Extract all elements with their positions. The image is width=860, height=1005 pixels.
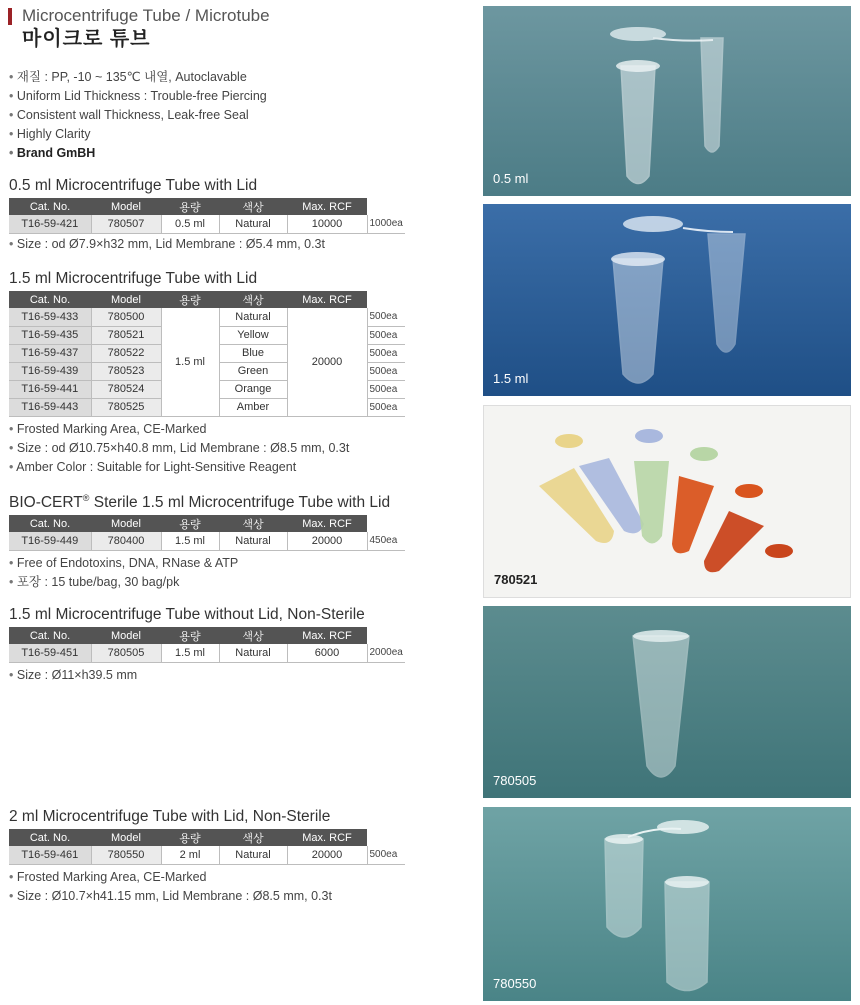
cell-vol: 1.5 ml — [161, 308, 219, 416]
cell-qty: 450ea — [367, 532, 405, 550]
cell-color: Amber — [219, 398, 287, 416]
cell-vol: 0.5 ml — [161, 215, 219, 233]
col-header: Model — [91, 515, 161, 532]
feature-item: • Highly Clarity — [9, 125, 267, 144]
cell-color: Orange — [219, 380, 287, 398]
cell-model: 780525 — [91, 398, 161, 416]
section-title: 0.5 ml Microcentrifuge Tube with Lid — [9, 177, 258, 194]
cell-color: Natural — [219, 215, 287, 233]
note-item: • 포장 : 15 tube/bag, 30 bag/pk — [9, 573, 449, 592]
cell-cat: T16-59-435 — [9, 326, 91, 344]
tube-illustration — [483, 606, 851, 798]
cell-qty: 500ea — [367, 846, 405, 864]
table-row — [9, 308, 405, 326]
col-header: Cat. No. — [9, 198, 91, 215]
page-title-ko: 마이크로 튜브 — [22, 28, 151, 50]
page-header — [8, 6, 468, 52]
table-row — [9, 215, 405, 233]
cell-cat: T16-59-449 — [9, 532, 91, 550]
photo-780505 — [483, 606, 851, 798]
cell-model: 780507 — [91, 215, 161, 233]
note-item: • Amber Color : Suitable for Light-Sensitive Reagent — [9, 458, 449, 477]
cell-color: Green — [219, 362, 287, 380]
feature-list — [9, 68, 267, 163]
photo-caption: 780550 — [493, 976, 537, 991]
table-row — [9, 644, 405, 662]
cell-model: 780505 — [91, 644, 161, 662]
tube-illustration — [483, 204, 851, 396]
section-biocert — [9, 488, 449, 592]
col-header: Max. RCF — [287, 291, 367, 308]
cell-rcf: 20000 — [287, 308, 367, 416]
col-header: Model — [91, 198, 161, 215]
title-suffix: Sterile 1.5 ml Microcentrifuge Tube with Lid — [89, 494, 391, 512]
cell-qty: 1000ea — [367, 215, 405, 233]
cell-cat: T16-59-441 — [9, 380, 91, 398]
cell-qty: 500ea — [367, 380, 405, 398]
col-header: 용량 — [161, 198, 219, 215]
cell-cat: T16-59-433 — [9, 308, 91, 326]
table-header-row — [9, 198, 405, 215]
cell-color: Natural — [219, 846, 287, 864]
table-header-row — [9, 829, 405, 846]
cell-color: Natural — [219, 644, 287, 662]
section-05ml — [9, 176, 449, 254]
note-item: • Size : Ø10.7×h41.15 mm, Lid Membrane : Ø8.5 mm, 0.3t — [9, 887, 449, 906]
tube-illustration — [483, 6, 851, 196]
photo-05ml — [483, 6, 851, 196]
col-header: Cat. No. — [9, 291, 91, 308]
notes-list — [9, 554, 449, 592]
cell-rcf: 20000 — [287, 532, 367, 550]
col-header: Max. RCF — [287, 627, 367, 644]
cell-color: Natural — [219, 308, 287, 326]
brand-item: • Brand GmBH — [9, 144, 267, 163]
table-header-row — [9, 291, 405, 308]
spec-table — [9, 627, 405, 663]
note-item: • Size : Ø11×h39.5 mm — [9, 666, 449, 685]
cell-qty: 500ea — [367, 326, 405, 344]
note-item: • Frosted Marking Area, CE-Marked — [9, 420, 449, 439]
col-header: 색상 — [219, 291, 287, 308]
cell-color: Blue — [219, 344, 287, 362]
section-15ml — [9, 269, 449, 477]
notes-list — [9, 666, 449, 685]
photo-caption: 780505 — [493, 773, 537, 788]
cell-cat: T16-59-451 — [9, 644, 91, 662]
col-header: Cat. No. — [9, 627, 91, 644]
cell-cat: T16-59-461 — [9, 846, 91, 864]
spec-table — [9, 829, 405, 865]
photo-colored-tubes — [483, 405, 851, 598]
col-header: 용량 — [161, 515, 219, 532]
page-title-en: Microcentrifuge Tube / Microtube — [22, 6, 270, 25]
notes-list — [9, 868, 449, 906]
col-header: 색상 — [219, 627, 287, 644]
section-title: 1.5 ml Microcentrifuge Tube without Lid, Non-Sterile — [9, 606, 365, 623]
spec-table — [9, 291, 405, 417]
spec-table — [9, 515, 405, 551]
note-item: • Size : od Ø10.75×h40.8 mm, Lid Membrane : Ø8.5 mm, 0.3t — [9, 439, 449, 458]
title-prefix: BIO-CERT — [9, 494, 83, 512]
cell-model: 780524 — [91, 380, 161, 398]
table-header-row — [9, 627, 405, 644]
feature-item: • Consistent wall Thickness, Leak-free Seal — [9, 106, 267, 125]
photo-caption: 0.5 ml — [493, 171, 529, 186]
col-header: Cat. No. — [9, 515, 91, 532]
col-header: Max. RCF — [287, 829, 367, 846]
notes-list — [9, 235, 449, 254]
col-header: 용량 — [161, 627, 219, 644]
note-item: • Free of Endotoxins, DNA, RNase & ATP — [9, 554, 449, 573]
section-title — [9, 488, 449, 513]
cell-cat: T16-59-421 — [9, 215, 91, 233]
cell-model: 780521 — [91, 326, 161, 344]
cell-rcf: 6000 — [287, 644, 367, 662]
cell-cat: T16-59-437 — [9, 344, 91, 362]
cell-rcf: 20000 — [287, 846, 367, 864]
feature-item: • 재질 : PP, -10 ~ 135℃ 내열, Autoclavable — [9, 68, 267, 87]
colored-tubes-illustration — [484, 406, 851, 598]
feature-item: • Uniform Lid Thickness : Trouble-free Piercing — [9, 87, 267, 106]
cell-cat: T16-59-443 — [9, 398, 91, 416]
col-header: Cat. No. — [9, 829, 91, 846]
col-header: Max. RCF — [287, 515, 367, 532]
cell-color: Natural — [219, 532, 287, 550]
col-header: Max. RCF — [287, 198, 367, 215]
table-row — [9, 532, 405, 550]
cell-color: Yellow — [219, 326, 287, 344]
cell-model: 780400 — [91, 532, 161, 550]
cell-model: 780522 — [91, 344, 161, 362]
col-header: 색상 — [219, 829, 287, 846]
cell-vol: 1.5 ml — [161, 644, 219, 662]
col-header: 용량 — [161, 829, 219, 846]
cell-qty: 500ea — [367, 398, 405, 416]
photo-caption: 1.5 ml — [493, 371, 529, 386]
note-item: • Frosted Marking Area, CE-Marked — [9, 868, 449, 887]
col-header: 색상 — [219, 515, 287, 532]
col-header: Model — [91, 291, 161, 308]
section-title: 1.5 ml Microcentrifuge Tube with Lid — [9, 270, 258, 287]
tube-illustration — [483, 807, 851, 1001]
cell-vol: 1.5 ml — [161, 532, 219, 550]
cell-model: 780523 — [91, 362, 161, 380]
notes-list — [9, 420, 449, 477]
photo-780550 — [483, 807, 851, 1001]
col-header: 용량 — [161, 291, 219, 308]
col-header: Model — [91, 627, 161, 644]
table-row — [9, 846, 405, 864]
cell-qty: 2000ea — [367, 644, 405, 662]
section-2ml — [9, 807, 449, 906]
col-header: 색상 — [219, 198, 287, 215]
cell-qty: 500ea — [367, 308, 405, 326]
note-item: • Size : od Ø7.9×h32 mm, Lid Membrane : Ø5.4 mm, 0.3t — [9, 235, 449, 254]
section-title: 2 ml Microcentrifuge Tube with Lid, Non-Sterile — [9, 808, 331, 825]
spec-table — [9, 198, 405, 234]
photo-15ml — [483, 204, 851, 396]
table-header-row — [9, 515, 405, 532]
col-header: Model — [91, 829, 161, 846]
accent-bar — [8, 8, 12, 25]
cell-qty: 500ea — [367, 344, 405, 362]
cell-cat: T16-59-439 — [9, 362, 91, 380]
cell-rcf: 10000 — [287, 215, 367, 233]
cell-model: 780550 — [91, 846, 161, 864]
cell-qty: 500ea — [367, 362, 405, 380]
section-without-lid — [9, 605, 449, 685]
photo-caption: 780521 — [494, 572, 538, 587]
cell-model: 780500 — [91, 308, 161, 326]
cell-vol: 2 ml — [161, 846, 219, 864]
registered-mark: ® — [82, 493, 90, 503]
